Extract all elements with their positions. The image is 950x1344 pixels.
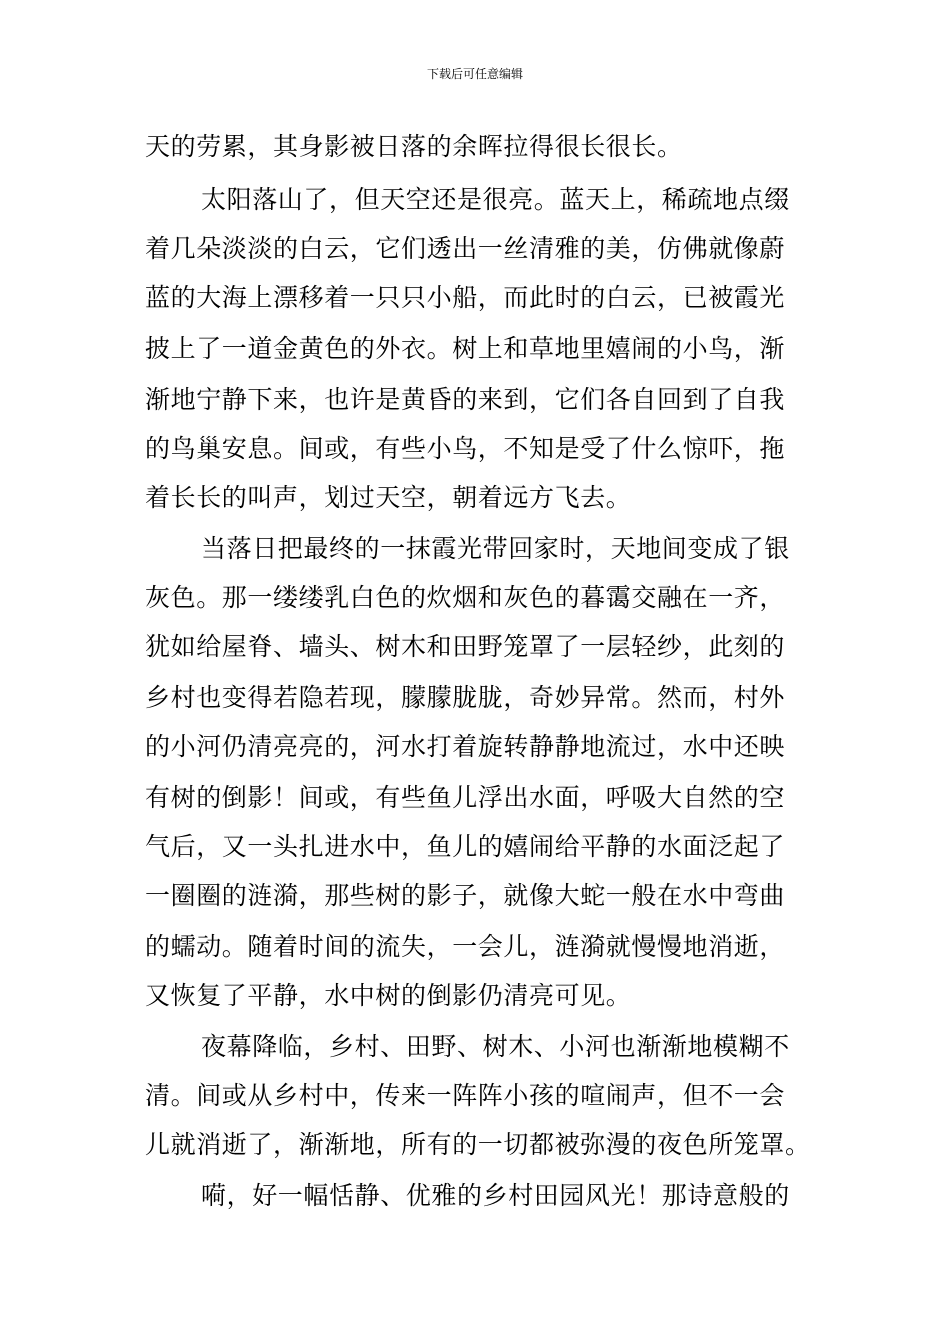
text-line: 渐地宁静下来，也许是黄昏的来到，它们各自回到了自我 <box>145 385 786 414</box>
text-line: 有树的倒影！间或，有些鱼儿浮出水面，呼吸大自然的空 <box>145 783 786 812</box>
text-line: 的蠕动。随着时间的流失，一会儿，涟漪就慢慢地消逝， <box>145 932 786 961</box>
page-header: 下载后可任意编辑 <box>426 67 523 81</box>
text-line: 着长长的叫声，划过天空，朝着远方飞去。 <box>145 483 632 512</box>
text-line: 灰色。那一缕缕乳白色的炊烟和灰色的暮霭交融在一齐， <box>145 583 786 612</box>
paragraph-first-line: 嗬，好一幅恬静、优雅的乡村田园风光！那诗意般的 <box>201 1181 790 1210</box>
text-line: 披上了一道金黄色的外衣。树上和草地里嬉闹的小鸟，渐 <box>145 334 786 363</box>
paragraph-first-line: 当落日把最终的一抹霞光带回家时，天地间变成了银 <box>201 534 790 563</box>
text-line: 的小河仍清亮亮的，河水打着旋转静静地流过，水中还映 <box>145 732 786 761</box>
text-line: 清。间或从乡村中，传来一阵阵小孩的喧闹声，但不一会 <box>145 1081 786 1110</box>
text-line: 的鸟巢安息。间或，有些小鸟，不知是受了什么惊吓，拖 <box>145 434 786 463</box>
paragraph-first-line: 太阳落山了，但天空还是很亮。蓝天上，稀疏地点缀 <box>201 185 790 214</box>
text-line: 天的劳累，其身影被日落的余晖拉得很长很长。 <box>145 132 683 161</box>
text-line: 蓝的大海上漂移着一只只小船，而此时的白云，已被霞光 <box>145 283 786 312</box>
paragraph-first-line: 夜幕降临，乡村、田野、树木、小河也渐渐地模糊不 <box>201 1032 790 1061</box>
text-line: 犹如给屋脊、墙头、树木和田野笼罩了一层轻纱，此刻的 <box>145 632 786 661</box>
text-line: 着几朵淡淡的白云，它们透出一丝清雅的美，仿佛就像蔚 <box>145 234 786 263</box>
text-line: 儿就消逝了，渐渐地，所有的一切都被弥漫的夜色所笼罩。 <box>145 1130 811 1159</box>
text-line: 又恢复了平静，水中树的倒影仍清亮可见。 <box>145 981 632 1010</box>
text-line: 气后，又一头扎进水中，鱼儿的嬉闹给平静的水面泛起了 <box>145 832 786 861</box>
text-line: 一圈圈的涟漪，那些树的影子，就像大蛇一般在水中弯曲 <box>145 881 786 910</box>
text-line: 乡村也变得若隐若现，朦朦胧胧，奇妙异常。然而，村外 <box>145 683 786 712</box>
